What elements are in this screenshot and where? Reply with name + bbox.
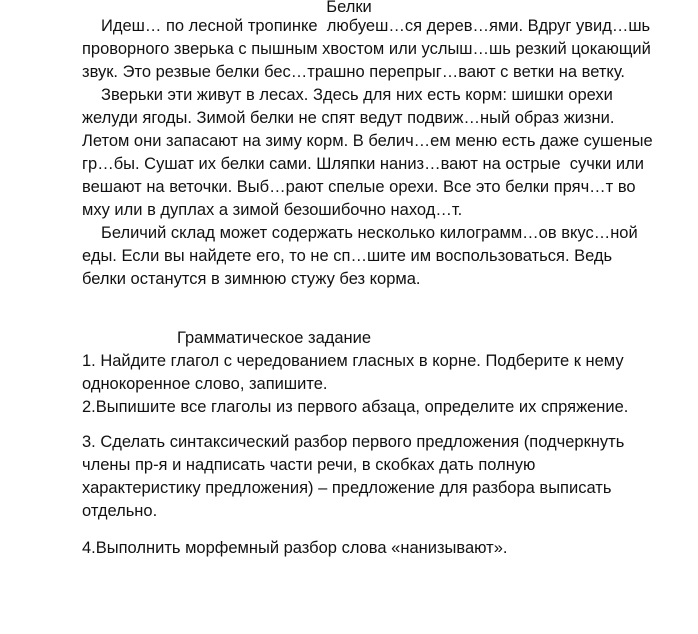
text-line: Беличий склад может содержать несколько килограмм…ов вкус…ной [101, 224, 638, 242]
document-title: Белки [326, 0, 372, 16]
text-line: гр…бы. Сушат их белки сами. Шляпки наниз…вают на острые сучки или [82, 155, 644, 173]
text-line: вешают на веточки. Выб…рают спелые орехи. Все это белки пряч…т во [82, 178, 636, 196]
text-line: белки останутся в зимнюю стужу без корма. [82, 270, 421, 288]
text-line: проворного зверька с пышным хвостом или услыш…шь резкий цокающий [82, 40, 651, 58]
text-line: Идеш… по лесной тропинке любуеш…ся дерев…ями. Вдруг увид…шь [101, 17, 651, 35]
task-4 [82, 537, 682, 560]
task-3 [82, 431, 682, 523]
text-line: еды. Если вы найдете его, то не сп…шите им воспользоваться. Ведь [82, 247, 613, 265]
text-line: мху или в дуплах а зимой безошибочно наход…т. [82, 201, 463, 219]
task-line: 2.Выпишите все глаголы из первого абзаца, определите их спряжение. [82, 398, 629, 416]
task-line: однокоренное слово, запишите. [82, 375, 328, 393]
task-line: характеристику предложения) – предложение для разбора выписать [82, 479, 612, 497]
text-line: Летом они запасают на зиму корм. В белич…ем меню есть даже сушеные [82, 132, 653, 150]
task-1 [82, 350, 682, 396]
grammar-task-heading [82, 327, 682, 350]
task-heading: Грамматическое задание [177, 329, 372, 347]
story-text [82, 15, 682, 291]
task-line: 1. Найдите глагол с чередованием гласных в корне. Подберите к нему [82, 352, 624, 370]
task-2 [82, 396, 682, 419]
task-line: отдельно. [82, 502, 158, 520]
text-line: звук. Это резвые белки бес…трашно перепрыг…вают с ветки на ветку. [82, 63, 626, 81]
task-line: члены пр-я и надписать части речи, в скобках дать полную [82, 456, 536, 474]
task-line: 3. Сделать синтаксический разбор первого предложения (подчеркнуть [82, 433, 625, 451]
text-line: Зверьки эти живут в лесах. Здесь для них есть корм: шишки орехи [101, 86, 613, 104]
text-line: желуди ягоды. Зимой белки не спят ведут подвиж…ный образ жизни. [82, 109, 615, 127]
task-line: 4.Выполнить морфемный разбор слова «нанизывают». [82, 539, 508, 557]
